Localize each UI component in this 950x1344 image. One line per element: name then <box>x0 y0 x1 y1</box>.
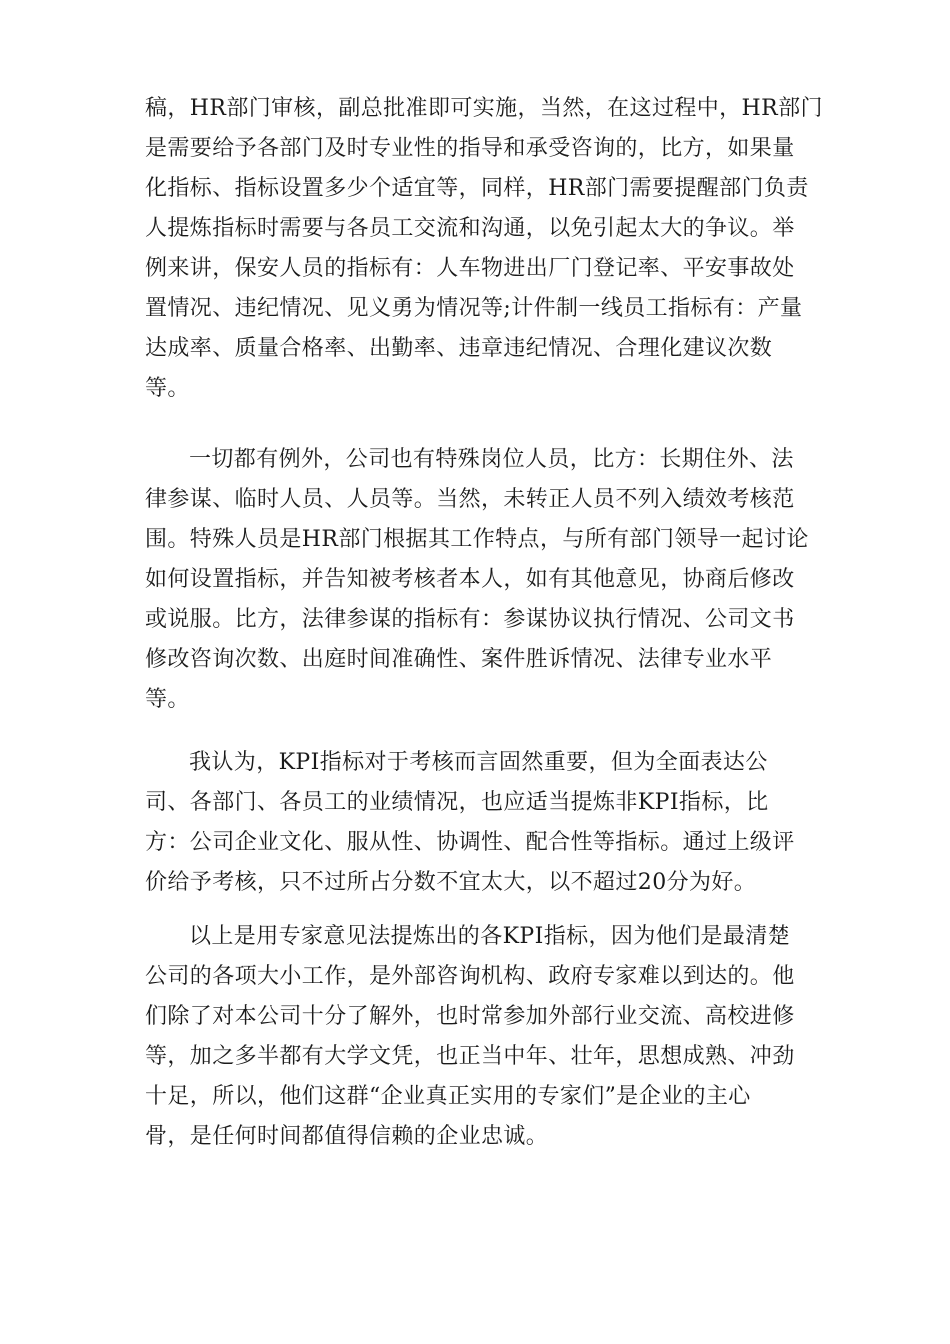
paragraph-4 <box>145 917 810 1157</box>
text-line: 稿，HR部门审核，副总批准即可实施，当然，在这过程中，HR部门 <box>145 96 823 121</box>
text-line: 是需要给予各部门及时专业性的指导和承受咨询的，比方，如果量 <box>145 136 795 161</box>
text-line: 人提炼指标时需要与各员工交流和沟通，以免引起太大的争议。举 <box>145 216 795 241</box>
text-line: 置情况、违纪情况、见义勇为情况等;计件制一线员工指标有：产量 <box>145 296 803 321</box>
text-line: 我认为，KPI指标对于考核而言固然重要，但为全面表达公 <box>189 750 768 775</box>
text-line: 如何设置指标，并告知被考核者本人，如有其他意见，协商后修改 <box>145 567 795 592</box>
text-line: 骨，是任何时间都值得信赖的企业忠诚。 <box>145 1124 549 1149</box>
text-line: 方：公司企业文化、服从性、协调性、配合性等指标。通过上级评 <box>145 830 795 855</box>
text-line: 等。 <box>145 376 190 401</box>
text-line: 一切都有例外，公司也有特殊岗位人员，比方：长期住外、法 <box>189 447 794 472</box>
paragraph-2 <box>145 440 810 720</box>
text-line: 例来讲，保安人员的指标有：人车物进出厂门登记率、平安事故处 <box>145 256 795 281</box>
text-line: 十足，所以，他们这群“企业真正实用的专家们”是企业的主心 <box>145 1084 751 1109</box>
paragraph-1 <box>145 89 823 409</box>
text-line: 等。 <box>145 687 190 712</box>
text-line: 公司的各项大小工作，是外部咨询机构、政府专家难以到达的。他 <box>145 964 795 989</box>
text-line: 达成率、质量合格率、出勤率、违章违纪情况、合理化建议次数 <box>145 336 773 361</box>
text-line: 化指标、指标设置多少个适宜等，同样，HR部门需要提醒部门负责 <box>145 176 809 201</box>
text-line: 修改咨询次数、出庭时间准确性、案件胜诉情况、法律专业水平 <box>145 647 773 672</box>
text-line: 价给予考核，只不过所占分数不宜太大，以不超过20分为好。 <box>145 870 757 895</box>
text-line: 司、各部门、各员工的业绩情况，也应适当提炼非KPI指标，比 <box>145 790 769 815</box>
paragraph-3 <box>145 743 810 903</box>
text-line: 或说服。比方，法律参谋的指标有：参谋协议执行情况、公司文书 <box>145 607 795 632</box>
text-line: 律参谋、临时人员、人员等。当然，未转正人员不列入绩效考核范 <box>145 487 795 512</box>
text-line: 以上是用专家意见法提炼出的各KPI指标，因为他们是最清楚 <box>189 924 791 949</box>
text-line: 们除了对本公司十分了解外，也时常参加外部行业交流、高校进修 <box>145 1004 795 1029</box>
text-line: 围。特殊人员是HR部门根据其工作特点，与所有部门领导一起讨论 <box>145 527 809 552</box>
text-line: 等，加之多半都有大学文凭，也正当中年、壮年，思想成熟、冲劲 <box>145 1044 795 1069</box>
